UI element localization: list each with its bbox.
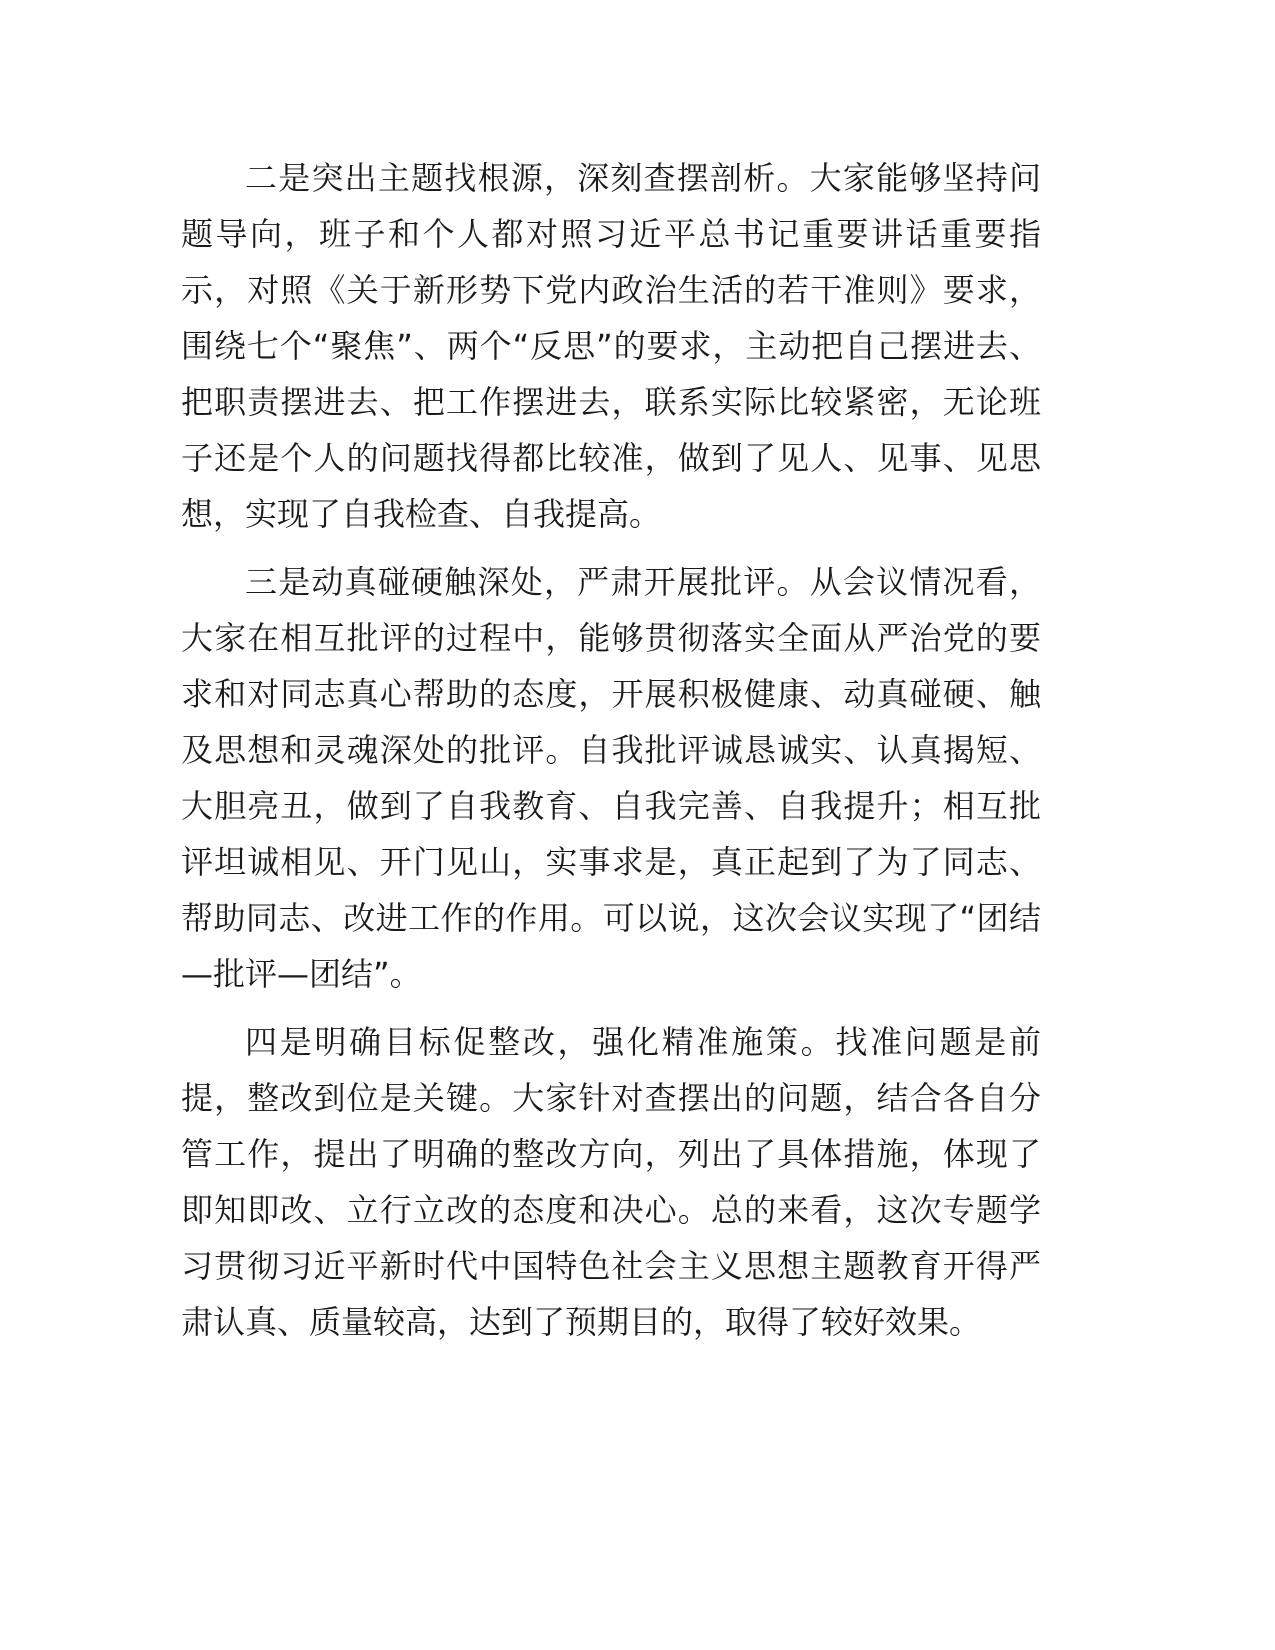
paragraph-2-root-cause: 二是突出主题找根源，深刻查摆剖析。大家能够坚持问题导向，班子和个人都对照习近平总书记重要讲话重要指示，对照《关于新形势下党内政治生活的若干准则》要求，围绕七个“聚焦”、两个“反思”的要求，主动把自己摆进去、把职责摆进去、把工作摆进去，联系实际比较紧密，无论班子还是个人的问题找得都比较准，做到了见人、见事、见思想，实现了自我检查、自我提高。 <box>181 159 1041 533</box>
paragraph-3-criticism: 三是动真碰硬触深处，严肃开展批评。从会议情况看，大家在相互批评的过程中，能够贯彻落实全面从严治党的要求和对同志真心帮助的态度，开展积极健康、动真碰硬、触及思想和灵魂深处的批评。自我批评诚恳诚实、认真揭短、大胆亮丑，做到了自我教育、自我完善、自我提升；相互批评坦诚相见、开门见山，实事求是，真正起到了为了同志、帮助同志、改进工作的作用。可以说，这次会议实现了“团结—批评—团结”。 <box>181 563 1041 993</box>
paragraph-4-rectification: 四是明确目标促整改，强化精准施策。找准问题是前提，整改到位是关键。大家针对查摆出的问题，结合各自分管工作，提出了明确的整改方向，列出了具体措施，体现了即知即改、立行立改的态度和决心。总的来看，这次专题学习贯彻习近平新时代中国特色社会主义思想主题教育开得严肃认真、质量较高，达到了预期目的，取得了较好效果。 <box>181 1023 1041 1341</box>
document-body <box>181 150 1041 1350</box>
